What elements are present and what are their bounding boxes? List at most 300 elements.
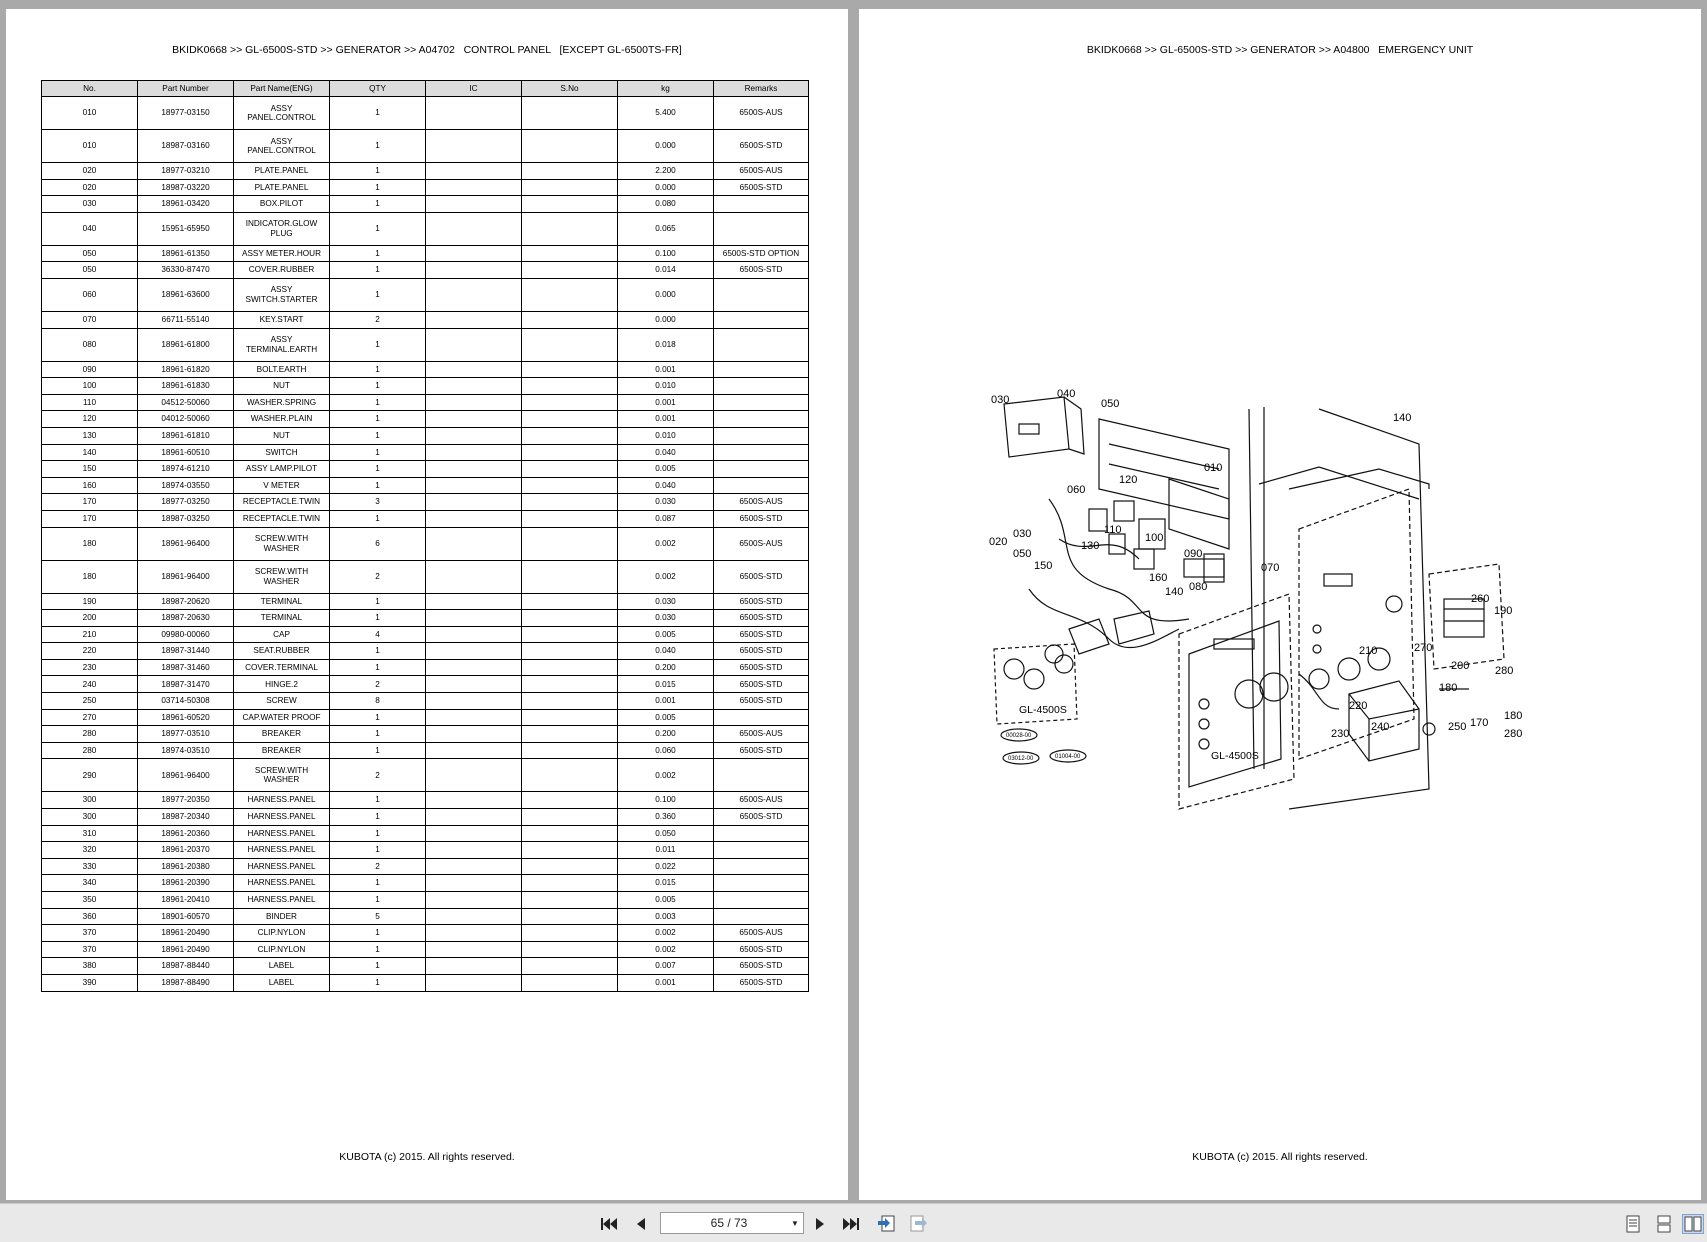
table-row xyxy=(42,378,809,395)
cell-kg: 0.000 xyxy=(618,311,714,328)
cell-remarks: 6500S-STD xyxy=(714,742,809,759)
part-name-line: NUT xyxy=(273,381,290,391)
cell-ic xyxy=(426,892,522,909)
cell-ic xyxy=(426,593,522,610)
cell-sno xyxy=(522,494,618,511)
table-row xyxy=(42,875,809,892)
part-name-line: BINDER xyxy=(266,911,297,921)
cell-qty: 2 xyxy=(330,676,426,693)
part-name-line: ASSY LAMP.PILOT xyxy=(245,464,318,474)
viewer-toolbar xyxy=(0,1203,1707,1242)
cell-ic xyxy=(426,477,522,494)
cell-remarks xyxy=(714,461,809,478)
callout-number: 080 xyxy=(1189,581,1208,593)
cell-remarks: 6500S-STD OPTION xyxy=(714,245,809,262)
cell-sno xyxy=(522,179,618,196)
cell-sno xyxy=(522,709,618,726)
table-row xyxy=(42,676,809,693)
cell-sno xyxy=(522,97,618,130)
cell-no: 110 xyxy=(42,394,138,411)
part-name-line: CLIP.NYLON xyxy=(257,928,306,938)
panel-label: GL-4500S xyxy=(1019,704,1067,716)
part-name-line: HARNESS.PANEL xyxy=(247,878,316,888)
cell-kg: 0.030 xyxy=(618,593,714,610)
exploded-parts-diagram xyxy=(989,389,1589,819)
table-row xyxy=(42,925,809,942)
cell-qty: 1 xyxy=(330,427,426,444)
cell-part-name xyxy=(234,196,330,213)
cell-part-number: 18961-61800 xyxy=(138,328,234,361)
col-header-no: No. xyxy=(42,81,138,97)
cell-part-number: 18961-96400 xyxy=(138,527,234,560)
cell-sno xyxy=(522,328,618,361)
cell-part-name xyxy=(234,510,330,527)
callout-number: 150 xyxy=(1034,560,1053,572)
part-name-line: SWITCH.STARTER xyxy=(245,294,318,304)
table-row xyxy=(42,278,809,311)
cell-part-name xyxy=(234,726,330,743)
callout-number: 070 xyxy=(1261,562,1280,574)
cell-kg: 0.040 xyxy=(618,477,714,494)
next-page-icon[interactable] xyxy=(810,1214,832,1234)
part-name-line: BREAKER xyxy=(261,729,302,739)
callout-number: 140 xyxy=(1393,412,1412,424)
cell-ic xyxy=(426,974,522,991)
cell-part-name xyxy=(234,892,330,909)
cell-qty: 1 xyxy=(330,958,426,975)
part-name-line: CAP.WATER PROOF xyxy=(242,712,321,722)
cell-sno xyxy=(522,245,618,262)
cell-part-number: 18961-60510 xyxy=(138,444,234,461)
callout-number: 180 xyxy=(1439,682,1458,694)
part-name-line: COVER.RUBBER xyxy=(248,265,315,275)
cell-no: 070 xyxy=(42,311,138,328)
cell-sno xyxy=(522,676,618,693)
cell-no: 100 xyxy=(42,378,138,395)
cell-kg: 0.003 xyxy=(618,908,714,925)
cell-part-number: 18961-61810 xyxy=(138,427,234,444)
part-name-line: ASSY xyxy=(270,285,293,295)
table-row xyxy=(42,742,809,759)
table-row xyxy=(42,179,809,196)
panel-label: GL-4500S xyxy=(1211,750,1259,762)
cell-sno xyxy=(522,278,618,311)
callout-number: 240 xyxy=(1371,721,1390,733)
part-name-line: BOLT.EARTH xyxy=(256,364,307,374)
cell-part-name xyxy=(234,809,330,826)
cell-kg: 0.002 xyxy=(618,759,714,792)
cell-remarks: 6500S-STD xyxy=(714,179,809,196)
ref-tag: 01004-00 xyxy=(1055,754,1081,760)
cell-no: 140 xyxy=(42,444,138,461)
cell-part-name xyxy=(234,163,330,180)
page-dropdown-icon[interactable]: ▼ xyxy=(791,1218,799,1228)
table-row xyxy=(42,560,809,593)
cell-sno xyxy=(522,825,618,842)
cell-kg: 0.002 xyxy=(618,925,714,942)
cell-part-name xyxy=(234,361,330,378)
table-row xyxy=(42,444,809,461)
cell-no: 130 xyxy=(42,427,138,444)
page-header: BKIDK0668 >> GL-6500S-STD >> GENERATOR >> A04800 EMERGENCY UNIT xyxy=(1086,44,1474,56)
cell-ic xyxy=(426,311,522,328)
cell-part-number: 18961-61830 xyxy=(138,378,234,395)
cell-kg: 0.065 xyxy=(618,212,714,245)
cell-part-name xyxy=(234,494,330,511)
part-name-line: LABEL xyxy=(268,961,295,971)
cell-part-name xyxy=(234,709,330,726)
cell-qty: 1 xyxy=(330,941,426,958)
col-header-part-name: Part Name(ENG) xyxy=(234,81,330,97)
cell-no: 300 xyxy=(42,809,138,826)
table-row xyxy=(42,759,809,792)
cell-no: 160 xyxy=(42,477,138,494)
table-header-row xyxy=(42,81,809,97)
cell-remarks: 6500S-STD xyxy=(714,809,809,826)
cell-sno xyxy=(522,875,618,892)
table-row xyxy=(42,311,809,328)
cell-qty: 1 xyxy=(330,444,426,461)
cell-no: 120 xyxy=(42,411,138,428)
part-name-line: PLUG xyxy=(270,228,293,238)
table-row xyxy=(42,477,809,494)
first-page-icon[interactable] xyxy=(598,1214,620,1234)
prev-page-icon[interactable] xyxy=(629,1214,651,1234)
cell-part-name xyxy=(234,411,330,428)
table-row xyxy=(42,792,809,809)
cell-kg: 0.010 xyxy=(618,378,714,395)
part-name-line: WASHER.SPRING xyxy=(246,397,317,407)
cell-sno xyxy=(522,726,618,743)
cell-part-name xyxy=(234,875,330,892)
cell-ic xyxy=(426,809,522,826)
cell-remarks: 6500S-STD xyxy=(714,659,809,676)
cell-part-number: 18987-88440 xyxy=(138,958,234,975)
cell-part-name xyxy=(234,477,330,494)
cell-ic xyxy=(426,610,522,627)
cell-kg: 0.005 xyxy=(618,626,714,643)
cell-qty: 1 xyxy=(330,742,426,759)
cell-no: 180 xyxy=(42,527,138,560)
cell-no: 320 xyxy=(42,842,138,859)
table-row xyxy=(42,245,809,262)
cell-ic xyxy=(426,792,522,809)
cell-part-name xyxy=(234,759,330,792)
cell-part-name xyxy=(234,742,330,759)
cell-no: 290 xyxy=(42,759,138,792)
cell-kg: 0.001 xyxy=(618,411,714,428)
cell-ic xyxy=(426,328,522,361)
part-name-line: WASHER xyxy=(263,775,300,785)
cell-sno xyxy=(522,941,618,958)
callout-number: 110 xyxy=(1104,524,1122,536)
callout-number: 050 xyxy=(1101,398,1120,410)
cell-remarks xyxy=(714,825,809,842)
cell-qty: 1 xyxy=(330,643,426,660)
cell-no: 010 xyxy=(42,97,138,130)
cell-ic xyxy=(426,759,522,792)
cell-sno xyxy=(522,394,618,411)
col-header-remarks: Remarks xyxy=(714,81,809,97)
cell-part-name xyxy=(234,97,330,130)
part-name-line: ASSY METER.HOUR xyxy=(241,248,321,258)
cell-ic xyxy=(426,378,522,395)
cell-no: 190 xyxy=(42,593,138,610)
cell-no: 050 xyxy=(42,245,138,262)
part-name-line: ASSY xyxy=(270,335,293,345)
table-row xyxy=(42,411,809,428)
cell-no: 250 xyxy=(42,693,138,710)
cell-kg: 0.100 xyxy=(618,792,714,809)
cell-remarks: 6500S-AUS xyxy=(714,163,809,180)
cell-part-name xyxy=(234,610,330,627)
cell-remarks xyxy=(714,908,809,925)
part-name-line: WASHER xyxy=(263,543,300,553)
cell-part-number: 18987-20340 xyxy=(138,809,234,826)
cell-part-name xyxy=(234,378,330,395)
cell-qty: 8 xyxy=(330,693,426,710)
cell-qty: 1 xyxy=(330,825,426,842)
cell-ic xyxy=(426,179,522,196)
cell-ic xyxy=(426,958,522,975)
cell-qty: 6 xyxy=(330,527,426,560)
cell-kg: 0.060 xyxy=(618,742,714,759)
callout-number: 030 xyxy=(1013,528,1032,540)
cell-sno xyxy=(522,643,618,660)
table-row xyxy=(42,527,809,560)
cell-kg: 0.040 xyxy=(618,444,714,461)
cell-remarks: 6500S-STD xyxy=(714,593,809,610)
cell-qty: 1 xyxy=(330,726,426,743)
callout-number: 020 xyxy=(989,536,1008,548)
cell-no: 170 xyxy=(42,494,138,511)
cell-qty: 1 xyxy=(330,163,426,180)
cell-part-name xyxy=(234,958,330,975)
cell-part-number: 18961-20380 xyxy=(138,858,234,875)
part-name-line: CLIP.NYLON xyxy=(257,944,306,954)
cell-no: 380 xyxy=(42,958,138,975)
cell-part-number: 03714-50308 xyxy=(138,693,234,710)
cell-part-name xyxy=(234,974,330,991)
cell-sno xyxy=(522,378,618,395)
cell-qty: 1 xyxy=(330,593,426,610)
table-row xyxy=(42,908,809,925)
cell-no: 060 xyxy=(42,278,138,311)
part-name-line: TERMINAL.EARTH xyxy=(245,344,318,354)
callout-number: 060 xyxy=(1067,484,1086,496)
cell-remarks: 6500S-AUS xyxy=(714,527,809,560)
cell-ic xyxy=(426,676,522,693)
cell-sno xyxy=(522,361,618,378)
cell-no: 300 xyxy=(42,792,138,809)
cell-qty: 2 xyxy=(330,759,426,792)
part-name-line: TERMINAL xyxy=(260,613,303,623)
cell-no: 280 xyxy=(42,742,138,759)
cell-no: 230 xyxy=(42,659,138,676)
cell-ic xyxy=(426,245,522,262)
cell-ic xyxy=(426,510,522,527)
table-row xyxy=(42,610,809,627)
cell-part-name xyxy=(234,593,330,610)
last-page-icon[interactable] xyxy=(840,1214,862,1234)
cell-remarks xyxy=(714,328,809,361)
cell-part-name xyxy=(234,659,330,676)
two-page-view-icon[interactable] xyxy=(1682,1214,1704,1234)
callout-number: 280 xyxy=(1504,728,1523,740)
part-name-line: ASSY xyxy=(270,136,293,146)
part-name-line: RECEPTACLE.TWIN xyxy=(242,513,321,523)
cell-qty: 1 xyxy=(330,709,426,726)
part-name-line: WASHER xyxy=(263,576,300,586)
cell-remarks: 6500S-STD xyxy=(714,974,809,991)
cell-no: 080 xyxy=(42,328,138,361)
cell-kg: 0.200 xyxy=(618,726,714,743)
callout-number: 090 xyxy=(1184,548,1203,560)
cell-part-number: 18987-03250 xyxy=(138,510,234,527)
callout-number: 100 xyxy=(1145,532,1164,544)
part-name-line: V METER xyxy=(263,480,300,490)
cell-kg: 0.360 xyxy=(618,809,714,826)
cell-part-number: 18961-61350 xyxy=(138,245,234,262)
table-row xyxy=(42,427,809,444)
cell-kg: 0.080 xyxy=(618,196,714,213)
cell-kg: 0.011 xyxy=(618,842,714,859)
cell-part-number: 18974-03550 xyxy=(138,477,234,494)
cell-remarks: 6500S-STD xyxy=(714,610,809,627)
cell-kg: 2.200 xyxy=(618,163,714,180)
cell-part-number: 18961-96400 xyxy=(138,759,234,792)
cell-no: 210 xyxy=(42,626,138,643)
cell-part-number: 66711-55140 xyxy=(138,311,234,328)
cell-ic xyxy=(426,212,522,245)
table-row xyxy=(42,941,809,958)
cell-kg: 0.014 xyxy=(618,262,714,279)
cell-remarks: 6500S-STD xyxy=(714,941,809,958)
page-number-value: 65 / 73 xyxy=(710,1216,748,1230)
cell-part-number: 18977-03250 xyxy=(138,494,234,511)
callout-number: 160 xyxy=(1149,572,1168,584)
cell-qty: 2 xyxy=(330,560,426,593)
cell-remarks: 6500S-STD xyxy=(714,626,809,643)
page-number-field[interactable] xyxy=(660,1212,804,1234)
part-name-line: RECEPTACLE.TWIN xyxy=(242,497,321,507)
part-name-line: TERMINAL xyxy=(260,596,303,606)
cell-no: 360 xyxy=(42,908,138,925)
single-page-view-icon[interactable] xyxy=(1622,1214,1644,1234)
cell-no: 170 xyxy=(42,510,138,527)
cell-part-name xyxy=(234,825,330,842)
cell-qty: 1 xyxy=(330,130,426,163)
cell-no: 370 xyxy=(42,925,138,942)
part-name-line: COVER.TERMINAL xyxy=(245,662,318,672)
ref-tag: 00028-00 xyxy=(1006,733,1032,739)
cell-part-number: 18961-60520 xyxy=(138,709,234,726)
cell-ic xyxy=(426,130,522,163)
table-row xyxy=(42,510,809,527)
cell-part-name xyxy=(234,328,330,361)
cell-remarks: 6500S-STD xyxy=(714,693,809,710)
cell-part-name xyxy=(234,643,330,660)
table-row xyxy=(42,709,809,726)
cell-ic xyxy=(426,908,522,925)
cell-ic xyxy=(426,941,522,958)
part-name-line: ASSY xyxy=(270,103,293,113)
table-row xyxy=(42,693,809,710)
cell-no: 150 xyxy=(42,461,138,478)
table-row xyxy=(42,212,809,245)
cell-ic xyxy=(426,527,522,560)
go-back-icon[interactable] xyxy=(875,1214,897,1234)
part-name-line: SCREW.WITH xyxy=(254,567,309,576)
part-name-line: HARNESS.PANEL xyxy=(247,845,316,855)
callout-number: 200 xyxy=(1451,660,1470,672)
part-name-line: CAP xyxy=(273,629,290,639)
cell-qty: 1 xyxy=(330,196,426,213)
cell-sno xyxy=(522,593,618,610)
cell-remarks xyxy=(714,378,809,395)
cell-no: 050 xyxy=(42,262,138,279)
page-header: BKIDK0668 >> GL-6500S-STD >> GENERATOR >> A04702 CONTROL PANEL [EXCEPT GL-6500TS-FR] xyxy=(172,44,682,56)
table-row xyxy=(42,130,809,163)
cell-qty: 1 xyxy=(330,262,426,279)
cell-kg: 0.001 xyxy=(618,361,714,378)
cell-qty: 1 xyxy=(330,925,426,942)
table-row xyxy=(42,858,809,875)
cell-part-name xyxy=(234,212,330,245)
go-forward-icon[interactable] xyxy=(908,1214,930,1234)
parts-table xyxy=(41,80,809,992)
callout-number: 010 xyxy=(1204,462,1223,474)
cell-kg: 0.030 xyxy=(618,494,714,511)
cell-part-number: 18961-63600 xyxy=(138,278,234,311)
cell-qty: 1 xyxy=(330,461,426,478)
table-row xyxy=(42,394,809,411)
cell-sno xyxy=(522,527,618,560)
part-name-line: HARNESS.PANEL xyxy=(247,795,316,805)
cell-qty: 1 xyxy=(330,179,426,196)
table-row xyxy=(42,659,809,676)
callout-number: 050 xyxy=(1013,548,1032,560)
cell-ic xyxy=(426,875,522,892)
cell-part-name xyxy=(234,527,330,560)
cell-part-number: 36330-87470 xyxy=(138,262,234,279)
continuous-view-icon[interactable] xyxy=(1653,1214,1675,1234)
cell-ic xyxy=(426,842,522,859)
cell-part-name xyxy=(234,427,330,444)
cell-remarks: 6500S-STD xyxy=(714,130,809,163)
table-row xyxy=(42,196,809,213)
cell-ic xyxy=(426,709,522,726)
cell-no: 010 xyxy=(42,130,138,163)
cell-part-name xyxy=(234,311,330,328)
cell-ic xyxy=(426,163,522,180)
cell-kg: 0.001 xyxy=(618,693,714,710)
cell-part-name xyxy=(234,908,330,925)
callout-number: 220 xyxy=(1349,700,1368,712)
cell-kg: 0.030 xyxy=(618,610,714,627)
cell-remarks xyxy=(714,842,809,859)
cell-part-name xyxy=(234,130,330,163)
part-name-line: SWITCH xyxy=(265,447,298,457)
cell-qty: 1 xyxy=(330,892,426,909)
cell-no: 270 xyxy=(42,709,138,726)
cell-qty: 1 xyxy=(330,510,426,527)
cell-sno xyxy=(522,759,618,792)
cell-part-number: 18974-03510 xyxy=(138,742,234,759)
cell-sno xyxy=(522,925,618,942)
cell-kg: 0.040 xyxy=(618,643,714,660)
cell-part-name xyxy=(234,461,330,478)
